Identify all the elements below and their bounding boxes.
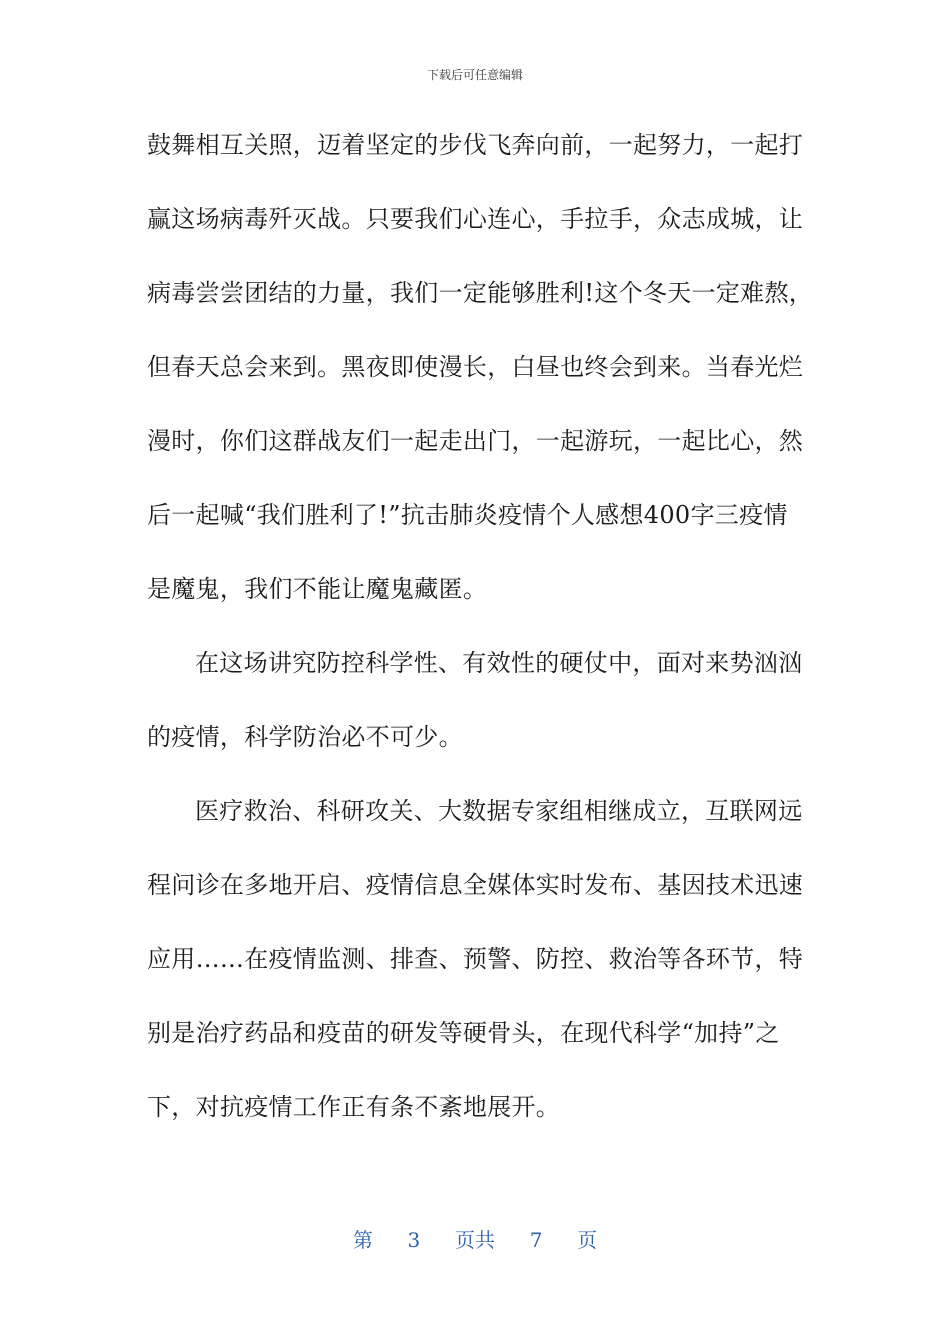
document-body <box>147 120 814 1156</box>
text-line: 是魔鬼，我们不能让魔鬼藏匿。 <box>147 575 488 603</box>
page-prefix: 第 <box>352 1228 373 1252</box>
text-line: 病毒尝尝团结的力量，我们一定能够胜利!这个冬天一定难熬， <box>147 279 814 307</box>
page-footer <box>0 1224 950 1253</box>
text-line: 漫时，你们这群战友们一起走出门，一起游玩，一起比心，然 <box>147 427 804 455</box>
text-line: 但春天总会来到。黑夜即使漫长，白昼也终会到来。当春光烂 <box>147 353 804 381</box>
page-number: 3 <box>407 1228 421 1252</box>
text-line: 后一起喊“我们胜利了!”抗击肺炎疫情个人感想400字三疫情 <box>147 501 788 529</box>
paragraph-2 <box>147 638 807 786</box>
text-line: 在这场讲究防控科学性、有效性的硬仗中，面对来势汹汹 <box>195 649 803 677</box>
page-mid: 页共 <box>455 1228 495 1252</box>
text-line: 鼓舞相互关照，迈着坚定的步伐飞奔向前，一起努力，一起打 <box>147 131 804 159</box>
text-line: 下，对抗疫情工作正有条不紊地展开。 <box>147 1093 561 1121</box>
paragraph-3 <box>147 786 807 1156</box>
text-line: 赢这场病毒歼灭战。只要我们心连心，手拉手，众志成城，让 <box>147 205 804 233</box>
text-line: 别是治疗药品和疫苗的研发等硬骨头，在现代科学“加持”之 <box>147 1019 780 1047</box>
header-note: 下载后可任意编辑 <box>426 68 523 82</box>
page-suffix: 页 <box>577 1228 598 1252</box>
text-line: 医疗救治、科研攻关、大数据专家组相继成立，互联网远 <box>195 797 803 825</box>
paragraph-1 <box>147 120 814 638</box>
text-line: 应用……在疫情监测、排查、预警、防控、救治等各环节，特 <box>147 945 804 973</box>
text-line: 程问诊在多地开启、疫情信息全媒体实时发布、基因技术迅速 <box>147 871 804 899</box>
total-pages: 7 <box>529 1228 543 1252</box>
text-line: 的疫情，科学防治必不可少。 <box>147 723 463 751</box>
